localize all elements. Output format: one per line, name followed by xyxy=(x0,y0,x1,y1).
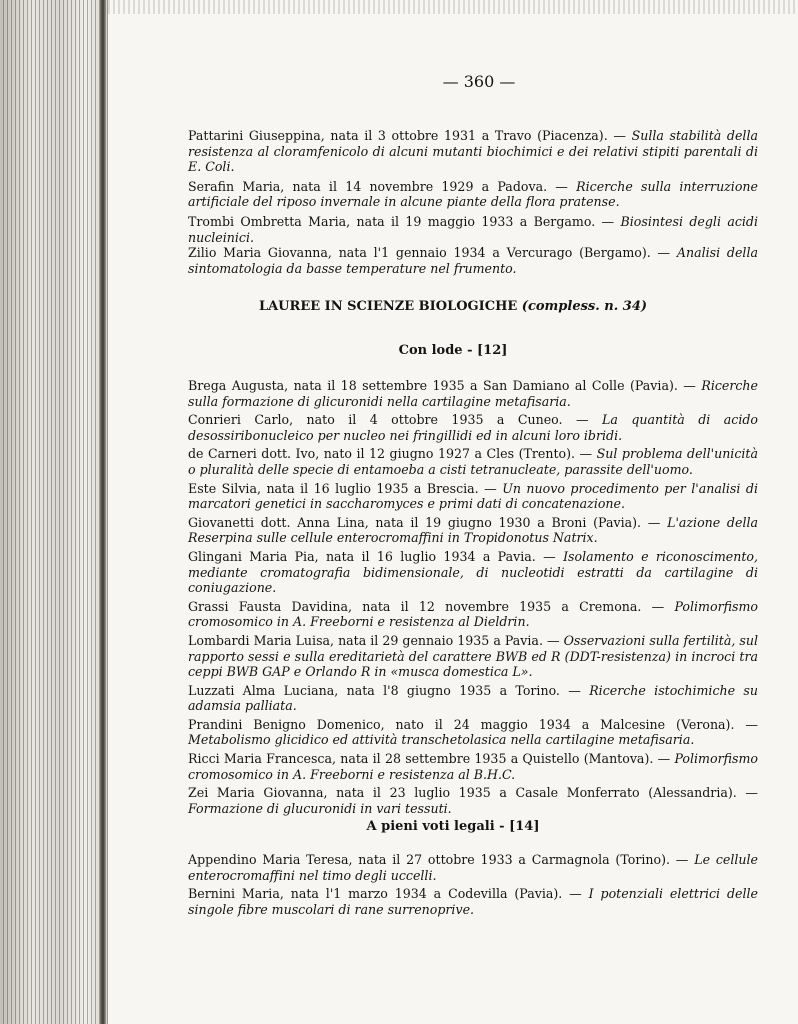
list-item: Giovanetti dott. Anna Lina, nata il 19 giugno 1930 a Broni (Pavia). — L'azione della Reserpina sulle cellule enterocromaffini in Tropidonotus Natrix. xyxy=(188,514,759,546)
list-item: Zilio Maria Giovanna, nata l'1 gennaio 1934 a Vercurago (Bergamo). — Analisi della sintomatologia da basse temperature nel frumento. xyxy=(188,245,758,276)
con-lode-heading: Con lode - [12] xyxy=(398,343,508,358)
list-item: Trombi Ombretta Maria, nata il 19 maggio 1933 a Bergamo. — Biosintesi degli acidi nucleinici. xyxy=(188,213,758,245)
list-item: Lombardi Maria Luisa, nata il 29 gennaio 1935 a Pavia. — Osservazioni sulla fertilità, sul rapporto sessi e sulla ereditarietà del carattere BWB ed R (DDT-resistenza) in incroci tra ceppi BWB GAP e Orlando R in «musca domestica L». xyxy=(188,632,758,680)
list-item: Bernini Maria, nata l'1 marzo 1934 a Codevilla (Pavia). — I potenziali elettrici delle singole fibre muscolari di rane surrenoprive. xyxy=(188,886,758,917)
scan-binding-edge xyxy=(0,0,108,1024)
list-item: Zei Maria Giovanna, nata il 23 luglio 1935 a Casale Monferrato (Alessandria). — Formazione di glucuronidi in vari tessuti. xyxy=(188,785,758,816)
top-entries xyxy=(188,128,758,276)
list-item: Este Silvia, nata il 16 luglio 1935 a Brescia. — Un nuovo procedimento per l'analisi di marcatori genetici in saccharomyces e primi dati di concatenazione. xyxy=(188,480,758,512)
list-item: Serafin Maria, nata il 14 novembre 1929 a Padova. — Ricerche sulla interruzione artificiale del riposo invernale in alcune piante della flora pratense. xyxy=(188,178,758,210)
list-item: Ricci Maria Francesca, nata il 28 settembre 1935 a Quistello (Mantova). — Polimorfismo cromosomico in A. Freeborni e resistenza al B.H.C. xyxy=(188,751,758,782)
list-item: Brega Augusta, nata il 18 settembre 1935 a San Damiano al Colle (Pavia). — Ricerche sulla formazione di glicuronidi nella cartilagine metafisaria. xyxy=(188,378,758,409)
list-item: Conrieri Carlo, nato il 4 ottobre 1935 a Cuneo. — La quantità di acido desossiribonucleico per nucleo nei fringillidi ed in alcuni loro ibridi. xyxy=(188,412,758,443)
pieni-voti-list xyxy=(188,852,758,917)
list-item: Appendino Maria Teresa, nata il 27 ottobre 1933 a Carmagnola (Torino). — Le cellule enterocromaffini nel timo degli uccelli. xyxy=(188,852,758,883)
pieni-voti-heading: A pieni voti legali - [14] xyxy=(366,819,540,834)
scan-top-grain xyxy=(108,0,798,14)
con-lode-list xyxy=(188,378,758,816)
list-item: Luzzati Alma Luciana, nata l'8 giugno 1935 a Torino. — Ricerche istochimiche su adamsia palliata. xyxy=(188,682,758,714)
section-heading: LAUREE IN SCIENZE BIOLOGICHE (compless. n. 34) xyxy=(258,299,648,314)
list-item: Prandini Benigno Domenico, nato il 24 maggio 1934 a Malcesine (Verona). — Metabolismo glicidico ed attività transchetolasica nella cartilagine metafisaria. xyxy=(188,716,758,748)
list-item: Grassi Fausta Davidina, nata il 12 novembre 1935 a Cremona. — Polimorfismo cromosomico in A. Freeborni e resistenza al Dieldrin. xyxy=(188,598,758,630)
list-item: Pattarini Giuseppina, nata il 3 ottobre 1931 a Travo (Piacenza). — Sulla stabilità della resistenza al cloramfenicolo di alcuni mutanti biochimici e dei relativi stipiti parentali di E. Coli. xyxy=(188,128,758,175)
list-item: Glingani Maria Pia, nata il 16 luglio 1934 a Pavia. — Isolamento e riconoscimento, mediante cromatografia bidimensionale, di nucleotidi estratti da cartilagine di coniugazione. xyxy=(188,548,758,596)
page-number: — 360 — xyxy=(442,72,516,91)
list-item: de Carneri dott. Ivo, nato il 12 giugno 1927 a Cles (Trento). — Sul problema dell'unicità o pluralità delle specie di entamoeba a cisti tetranucleate, parassite dell'uomo. xyxy=(188,446,758,477)
binding-shadow xyxy=(100,0,106,1024)
